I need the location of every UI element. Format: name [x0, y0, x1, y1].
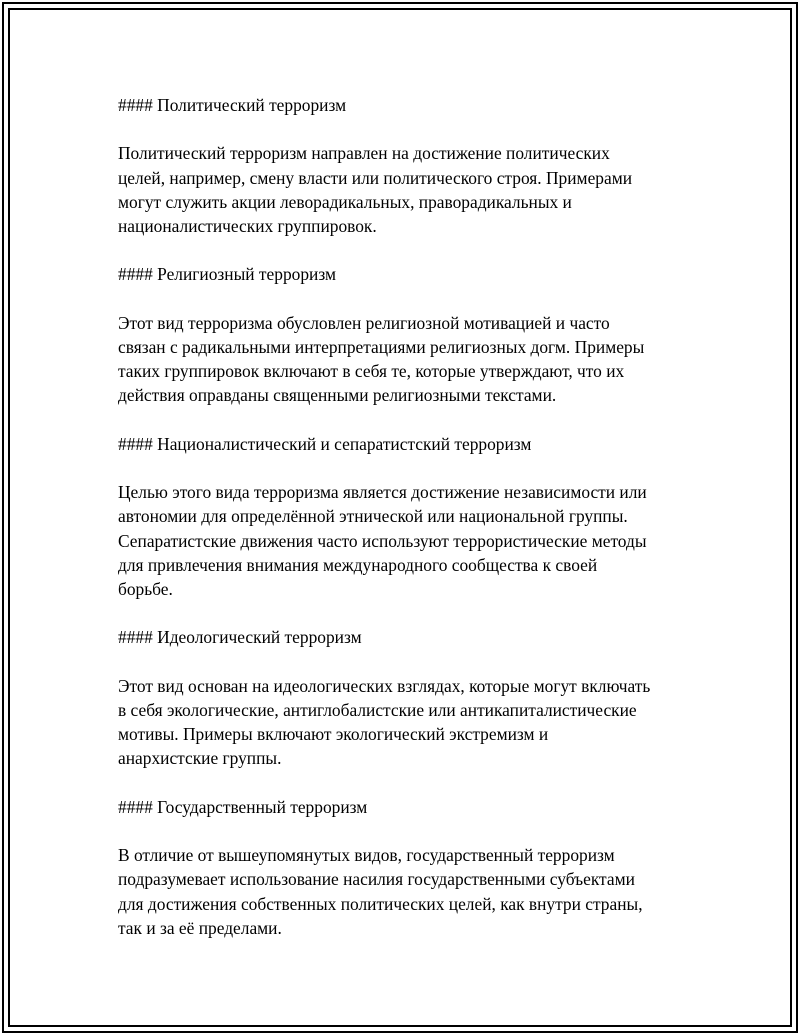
paragraph-line: для достижения собственных политических целей, как внутри страны, — [118, 893, 643, 914]
section-heading: #### Националистический и сепаратистский терроризм — [118, 433, 532, 454]
paragraph-line: анархистские группы. — [118, 748, 282, 769]
paragraph-line: таких группировок включают в себя те, которые утверждают, что их — [118, 361, 625, 382]
section-paragraph — [118, 674, 718, 771]
section-ideological-terrorism — [118, 625, 718, 770]
paragraph-line: связан с радикальными интерпретациями религиозных догм. Примеры — [118, 336, 645, 357]
paragraph-line: Этот вид основан на идеологических взглядах, которые могут включать — [118, 675, 651, 696]
paragraph-line: могут служить акции леворадикальных, праворадикальных и — [118, 191, 572, 212]
paragraph-line: действия оправданы священными религиозными текстами. — [118, 385, 557, 406]
section-paragraph — [118, 480, 718, 601]
paragraph-line: мотивы. Примеры включают экологический экстремизм и — [118, 724, 549, 745]
paragraph-line: подразумевает использование насилия государственными субъектами — [118, 869, 635, 890]
section-heading: #### Политический терроризм — [118, 95, 347, 115]
paragraph-line: Целью этого вида терроризма является достижение независимости или — [118, 482, 647, 503]
section-political-terrorism — [118, 93, 718, 238]
section-religious-terrorism — [118, 262, 718, 407]
paragraph-line: Этот вид терроризма обусловлен религиозной мотивацией и часто — [118, 312, 610, 333]
section-paragraph — [118, 311, 718, 408]
paragraph-line: Сепаратистские движения часто используют террористические методы — [118, 530, 647, 551]
section-nationalist-terrorism — [118, 432, 718, 601]
paragraph-line: автономии для определённой этнической или национальной группы. — [118, 506, 628, 527]
paragraph-line: в себя экологические, антиглобалистские или антикапиталистические — [118, 699, 637, 720]
section-state-terrorism — [118, 795, 718, 940]
paragraph-line: борьбе. — [118, 578, 173, 599]
section-heading: #### Государственный терроризм — [118, 796, 368, 817]
section-heading: #### Идеологический терроризм — [118, 627, 362, 648]
paragraph-line: для привлечения внимания международного сообщества к своей — [118, 554, 598, 575]
section-paragraph — [118, 141, 718, 238]
section-paragraph — [118, 843, 718, 940]
paragraph-line: так и за её пределами. — [118, 917, 282, 938]
paragraph-line: В отличие от вышеупомянутых видов, государственный терроризм — [118, 845, 615, 866]
section-heading: #### Религиозный терроризм — [118, 264, 336, 285]
document-body — [118, 93, 718, 964]
paragraph-line: целей, например, смену власти или политического строя. Примерами — [118, 167, 633, 188]
paragraph-line: Политический терроризм направлен на достижение политических — [118, 143, 610, 164]
paragraph-line: националистических группировок. — [118, 216, 377, 236]
